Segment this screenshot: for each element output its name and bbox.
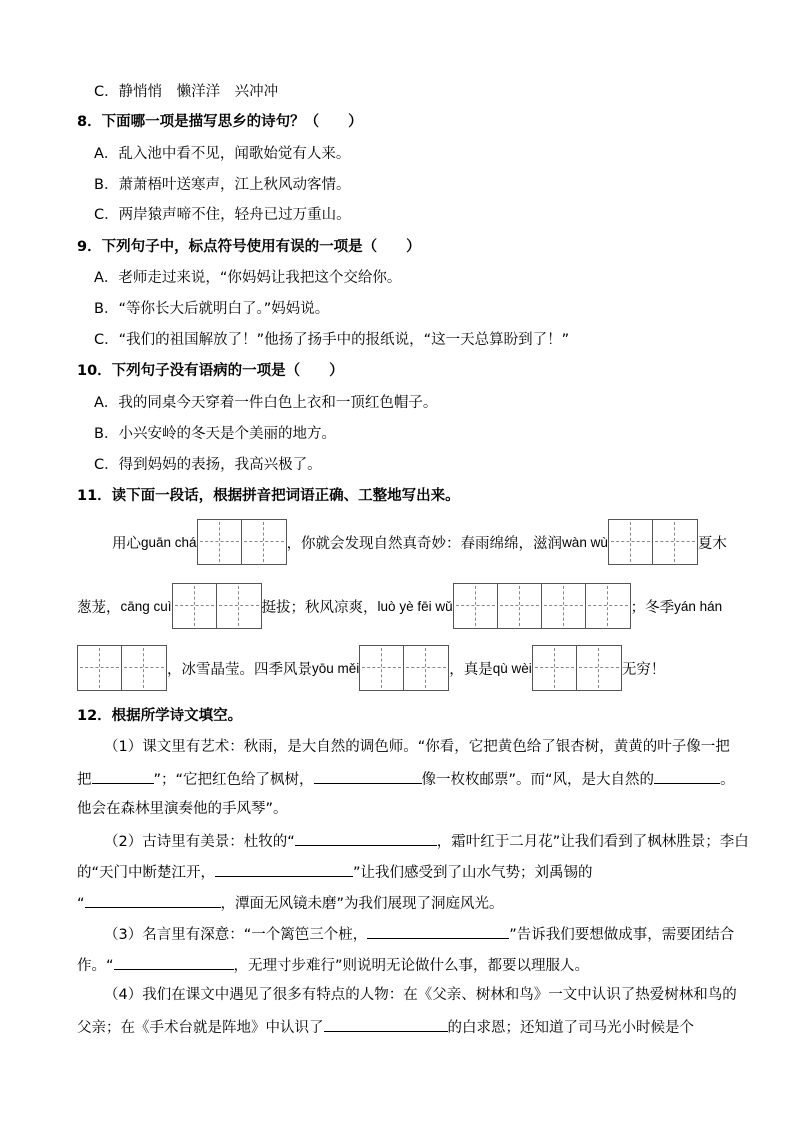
q10-option-c: C．得到妈妈的表扬，我高兴极了。 bbox=[94, 457, 322, 473]
q9-option-b: B．“等你长大后就明白了。”妈妈说。 bbox=[94, 301, 330, 317]
pinyin: yōu měi bbox=[312, 660, 360, 676]
q11-text: 葱茏， bbox=[77, 599, 121, 616]
q12-p2-line3 bbox=[77, 892, 504, 914]
pinyin: yán hán bbox=[674, 598, 723, 614]
q11-stem: 11．读下面一段话，根据拼音把词语正确、工整地写出来。 bbox=[77, 488, 460, 504]
q11-text: 无穷！ bbox=[621, 661, 666, 678]
q12-text: 把 bbox=[77, 772, 92, 788]
q7-option-c: C．静悄悄 懒洋洋 兴冲冲 bbox=[94, 84, 279, 100]
q12-text: ，潭面无风镜未磨”为我们展现了洞庭风光。 bbox=[220, 896, 504, 912]
fill-blank[interactable] bbox=[85, 892, 221, 908]
q12-text: （2）古诗里有美景：杜牧的“ bbox=[104, 834, 295, 850]
q12-p3-line2 bbox=[77, 954, 589, 976]
q8-option-b: B．萧萧梧叶送寒声，江上秋风动客情。 bbox=[94, 177, 351, 193]
pinyin: qù wèi bbox=[492, 660, 532, 676]
q9-option-c: C．“我们的祖国解放了！”他扬了扬手中的报纸说，“这一天总算盼到了！” bbox=[94, 332, 570, 348]
fill-blank[interactable] bbox=[215, 861, 353, 877]
q12-text: 。 bbox=[720, 772, 735, 788]
q11-text: ；冬季 bbox=[630, 599, 675, 616]
q12-text: 父亲；在《手术台就是阵地》中认识了 bbox=[77, 1020, 324, 1036]
q11-row-3 bbox=[77, 646, 665, 690]
q11-text: 挺拔；秋风凉爽， bbox=[261, 599, 378, 616]
q12-text: ”让我们感受到了山水气势；刘禹锡的 bbox=[353, 865, 593, 881]
q12-p3-line1 bbox=[104, 923, 734, 945]
pinyin: wàn wù bbox=[562, 534, 608, 550]
q11-text: ，你就会发现自然真奇妙：春雨绵绵，滋润 bbox=[286, 535, 563, 552]
answer-grid-cangcui[interactable] bbox=[172, 583, 262, 629]
q8-option-c: C．两岸猿声啼不住，轻舟已过万重山。 bbox=[94, 207, 351, 223]
q12-p2-line2 bbox=[77, 861, 593, 883]
q8-stem: 8．下面哪一项是描写思乡的诗句？（ ） bbox=[77, 114, 363, 130]
q12-text: （3）名言里有深意：“一个篱笆三个桩， bbox=[104, 927, 368, 943]
q12-text: ，无理寸步难行”则说明无论做什么事，都要以理服人。 bbox=[233, 958, 590, 974]
q12-text: 的“天门中断楚江开， bbox=[77, 865, 216, 881]
q12-p4-line1: （4）我们在课文中遇见了很多有特点的人物：在《父亲、树林和鸟》一文中认识了热爱树林和鸟的 bbox=[104, 987, 737, 1003]
q12-text: 的白求恩；还知道了司马光小时候是个 bbox=[447, 1020, 694, 1036]
q12-p2-line1 bbox=[104, 830, 749, 852]
answer-grid-youmei[interactable] bbox=[359, 645, 449, 691]
answer-grid-quwei[interactable] bbox=[532, 645, 622, 691]
q12-text: 像一枚枚邮票”。而“风，是大自然的 bbox=[421, 772, 655, 788]
q10-option-b: B．小兴安岭的冬天是个美丽的地方。 bbox=[94, 426, 336, 442]
fill-blank[interactable] bbox=[92, 768, 154, 784]
q12-p4-line2 bbox=[77, 1016, 694, 1038]
answer-grid-luoyefeiwu[interactable] bbox=[453, 583, 631, 629]
answer-grid-yanhan[interactable] bbox=[77, 645, 167, 691]
fill-blank[interactable] bbox=[654, 768, 720, 784]
fill-blank[interactable] bbox=[324, 1016, 448, 1032]
pinyin: cāng cuì bbox=[120, 598, 172, 614]
fill-blank[interactable] bbox=[367, 923, 509, 939]
q11-text: 用心 bbox=[112, 535, 141, 552]
q12-text: ，霜叶红于二月花”让我们看到了枫林胜景；李白 bbox=[436, 834, 749, 850]
q12-p1-line3: 他会在森林里演奏他的手风琴”。 bbox=[77, 801, 288, 817]
q11-text: 夏木 bbox=[697, 535, 727, 552]
q11-text: ，冰雪晶莹。四季风景 bbox=[167, 661, 312, 678]
q12-stem: 12．根据所学诗文填空。 bbox=[77, 708, 243, 724]
answer-grid-guancha[interactable] bbox=[197, 519, 287, 565]
q11-row-2 bbox=[77, 584, 722, 628]
fill-blank[interactable] bbox=[295, 830, 437, 846]
pinyin: luò yè fēi wǔ bbox=[377, 598, 453, 614]
q9-option-a: A．老师走过来说，“你妈妈让我把这个交给你。 bbox=[94, 270, 402, 286]
answer-grid-wanwu[interactable] bbox=[608, 519, 698, 565]
q12-text: 作。“ bbox=[77, 958, 114, 974]
q12-text: “ bbox=[77, 896, 85, 912]
q12-text: ”告诉我们要想做成事，需要团结合 bbox=[509, 927, 735, 943]
q10-stem: 10．下列句子没有语病的一项是（ ） bbox=[77, 363, 344, 379]
q11-row-1 bbox=[112, 520, 727, 564]
q10-option-a: A．我的同桌今天穿着一件白色上衣和一顶红色帽子。 bbox=[94, 395, 438, 411]
q11-text: ，真是 bbox=[449, 661, 493, 678]
fill-blank[interactable] bbox=[114, 954, 234, 970]
q12-p1-line2 bbox=[77, 768, 735, 790]
fill-blank[interactable] bbox=[314, 768, 422, 784]
q8-option-a: A．乱入池中看不见，闻歌始觉有人来。 bbox=[94, 146, 351, 162]
q12-text: ”；“它把红色给了枫树， bbox=[153, 772, 314, 788]
pinyin: guān chá bbox=[141, 534, 197, 550]
q12-p1-line1: （1）课文里有艺术：秋雨，是大自然的调色师。“你看，它把黄色给了银杏树，黄黄的叶子像一把 bbox=[104, 739, 730, 755]
q9-stem: 9．下列句子中，标点符号使用有误的一项是（ ） bbox=[77, 239, 421, 255]
